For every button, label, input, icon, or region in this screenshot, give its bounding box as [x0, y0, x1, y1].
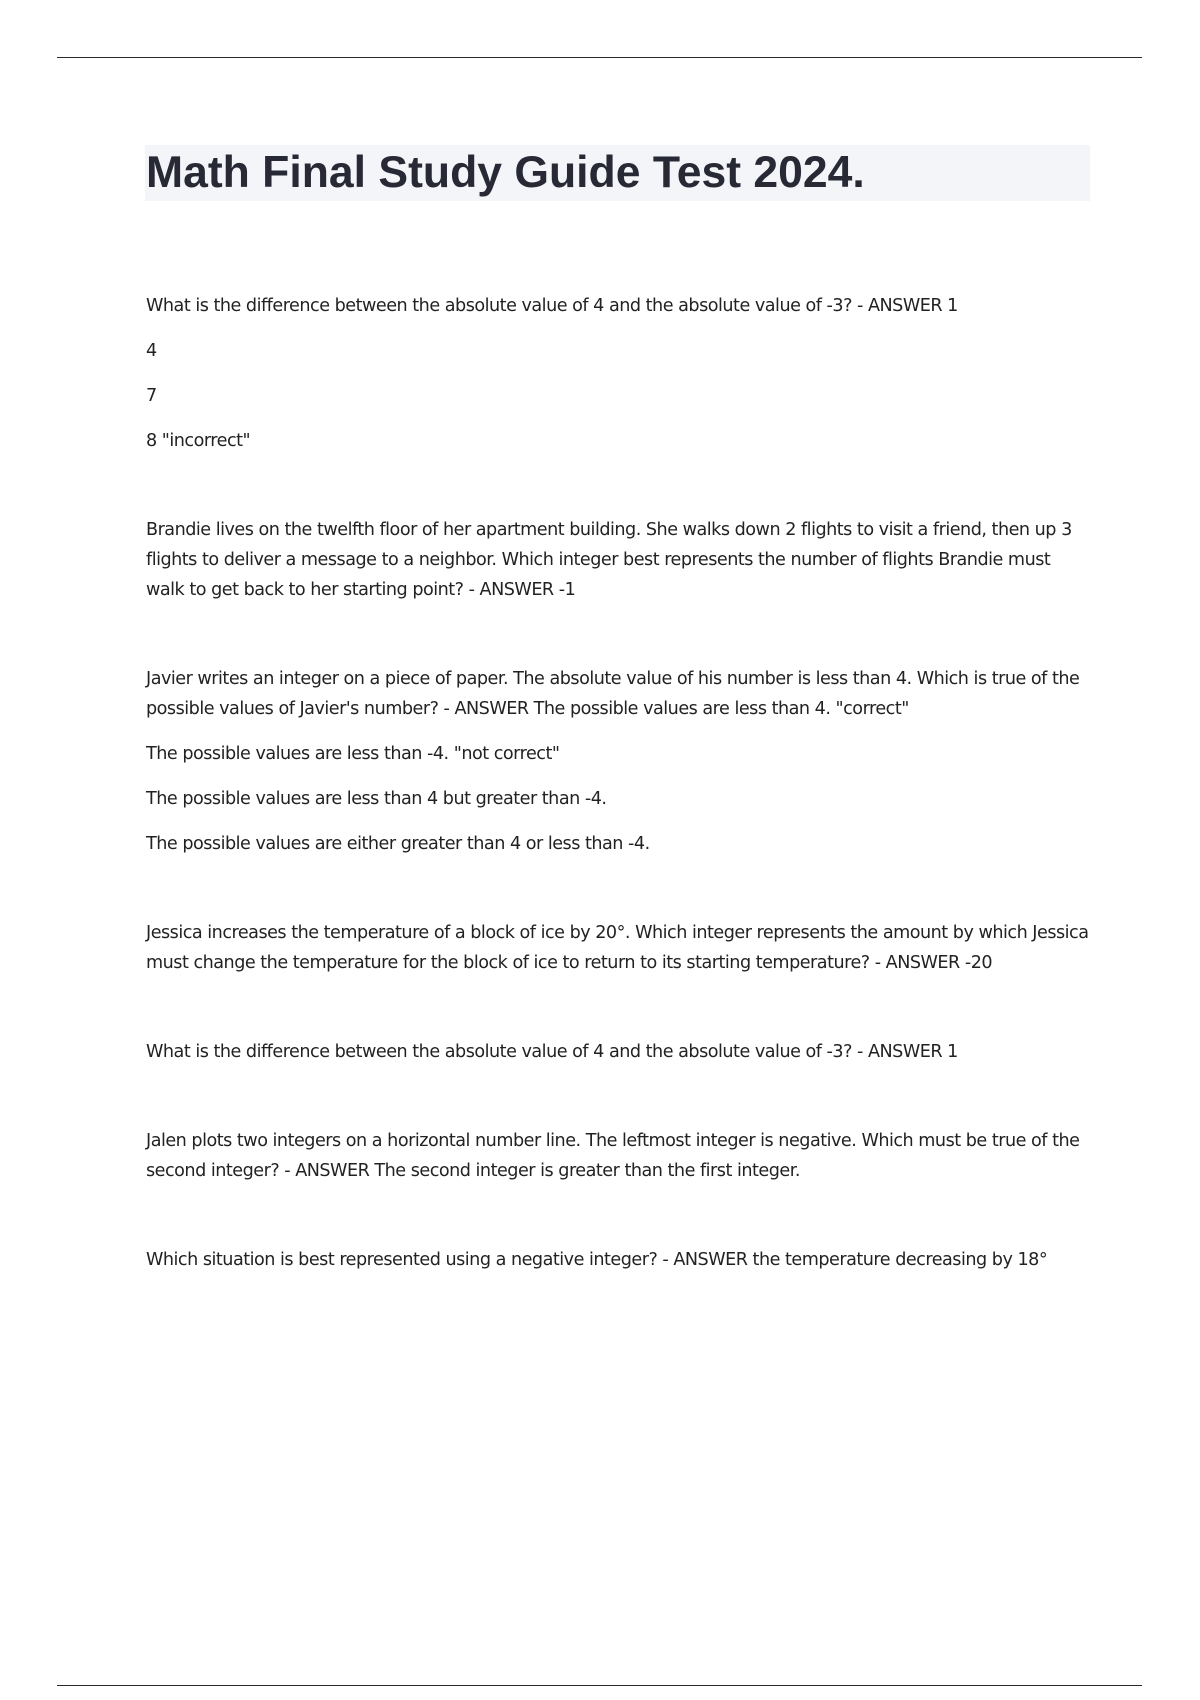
study-guide-content	[146, 291, 1091, 1290]
answer-option: 4	[146, 341, 157, 361]
question-text: Which situation is best represented using a negative integer? - ANSWER the temperature decreasing by 18°	[146, 1250, 1048, 1270]
section-spacer	[146, 1082, 1091, 1126]
qa-item	[146, 1126, 1091, 1186]
answer-options	[146, 336, 1091, 456]
section-spacer	[146, 620, 1091, 664]
section-spacer	[146, 993, 1091, 1037]
question-text: Brandie lives on the twelfth floor of her apartment building. She walks down 2 flights to visit a friend, then up 3 flights to deliver a message to a neighbor. Which integer best represents the number of flights Brandie must walk to get back to her starting point? - ANSWER -1	[146, 520, 1072, 600]
answer-option: The possible values are less than -4. "not correct"	[146, 744, 560, 764]
question-text: Jessica increases the temperature of a block of ice by 20°. Which integer represents the amount by which Jessica must change the temperature for the block of ice to return to its starting temperature? - ANSWER -20	[146, 923, 1089, 973]
question-text: Javier writes an integer on a piece of paper. The absolute value of his number is less than 4. Which is true of the possible values of Javier's number? - ANSWER The possible values are less than 4. "correct"	[146, 669, 1080, 719]
qa-item	[146, 664, 1091, 859]
qa-item	[146, 1037, 1091, 1067]
answer-option: 7	[146, 386, 157, 406]
qa-item	[146, 918, 1091, 978]
qa-item	[146, 1245, 1091, 1275]
qa-item	[146, 291, 1091, 456]
footer-rule	[57, 1685, 1142, 1686]
header-rule	[57, 57, 1142, 58]
qa-item	[146, 515, 1091, 605]
section-spacer	[146, 874, 1091, 918]
page-title: Math Final Study Guide Test 2024.	[146, 148, 865, 197]
answer-options	[146, 739, 1091, 859]
question-text: What is the difference between the absolute value of 4 and the absolute value of -3? - ANSWER 1	[146, 296, 958, 316]
question-text: Jalen plots two integers on a horizontal number line. The leftmost integer is negative. Which must be true of the second integer? - ANSWER The second integer is greater than the first integer.	[146, 1131, 1080, 1181]
question-text: What is the difference between the absolute value of 4 and the absolute value of -3? - ANSWER 1	[146, 1042, 958, 1062]
answer-option: 8 "incorrect"	[146, 431, 251, 451]
answer-option: The possible values are less than 4 but greater than -4.	[146, 789, 607, 809]
section-spacer	[146, 471, 1091, 515]
section-spacer	[146, 1201, 1091, 1245]
answer-option: The possible values are either greater than 4 or less than -4.	[146, 834, 650, 854]
